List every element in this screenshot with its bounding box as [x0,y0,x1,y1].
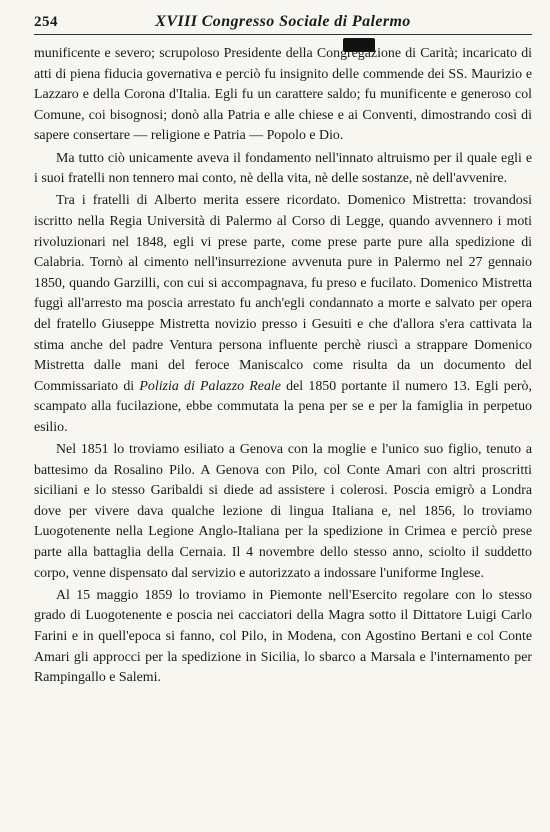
paragraph-text: del 1850 portante il numero 13. Egli però, scampato alla fucilazione, ebbe commutata la pena per se e per la famiglia in perpetuo esilio. [34,378,532,435]
paragraph-3 [34,191,532,438]
header-rule [34,34,532,35]
body-text [34,44,532,690]
paragraph-text: Tra i fratelli di Alberto merita essere ricordato. Domenico Mistretta: trovandosi iscritto nella Regia Università di Palermo al Corso di Legge, quando avvennero i moti rivoluzionari nel 1848, egli vi prese parte, come prese parte pure alla spedizione di Calabria. Tornò al cimento nell'insurrezione avvenuta pure in Palermo nel 27 gennaio 1850, quando Garzilli, con cui si accompagnava, fu preso e fucilato. Domenico Mistretta fuggì all'arresto ma poscia arrestato fu anch'egli condannato a morte e salvato per opera del fratello Giuseppe Mistretta novizio presso i Gesuiti e che d'allora s'era cattivata la stima anche del padre Ventura persona influente perchè riuscì a strappare Domenico Mistretta dalle mani del feroce Maniscalco come risulta da un documento del Commissariato di [34,193,532,394]
paragraph-1 [34,44,532,147]
paragraph-text: Al 15 maggio 1859 lo troviamo in Piemonte nell'Esercito regolare con lo stesso grado di Luogotenente e poscia nei cacciatori della Magra sotto il Dittatore Luigi Carlo Farini e in quell'epoca si fanno, col Pilo, in Modena, con Agostino Bertani e col Conte Amari gli approcci per la spedizione in Sicilia, lo sbarco a Marsala e l'internamento per Rampingallo e Salemi. [34,587,532,686]
page-number: 254 [34,14,58,30]
italic-office-name: Polizia di Palazzo Reale [139,378,281,394]
paragraph-4 [34,440,532,584]
running-title: XVIII Congresso Sociale di Palermo [155,13,411,30]
paragraph-text: munificente e severo; scrupoloso Presidente della Congregazione di Carità; incaricato di atti di piena fiducia governativa e perciò fu insignito delle commende dei SS. Maurizio e Lazzaro e della Corona d'Italia. Egli fu un carattere saldo; fu munificente e generoso col Comune, coi bisognosi; donò alla Patria e alle chiese e ai Conventi, dimostrando così di sapere consertare — religione e Patria — Popolo e Dio. [34,46,532,144]
paragraph-text: Nel 1851 lo troviamo esiliato a Genova con la moglie e l'unico suo figlio, tenuto a battesimo da Rosalino Pilo. A Genova con Pilo, col Conte Amari con altri proscritti siciliani e lo stesso Garibaldi si diede ad assistere i colerosi. Poscia emigrò a Londra dove per vivere dava qualche lezione di lingua Italiana e, nel 1856, lo troviamo Luogotenente nella Legione Anglo-Italiana per la spedizione in Crimea e perciò prese parte alla battaglia della Cernaia. Il 4 novembre dello stesso anno, sciolto il suddetto corpo, venne dispensato dal servizio e autorizzato a indossare l'uniforme Inglese. [34,442,532,581]
page-header [34,10,532,34]
paragraph-text: Ma tutto ciò unicamente aveva il fondamento nell'innato altruismo per il quale egli e i suoi fratelli non tennero mai conto, nè della vita, nè delle sostanze, nè dell'avvenire. [34,150,532,187]
paragraph-2 [34,149,532,190]
paragraph-5 [34,586,532,689]
